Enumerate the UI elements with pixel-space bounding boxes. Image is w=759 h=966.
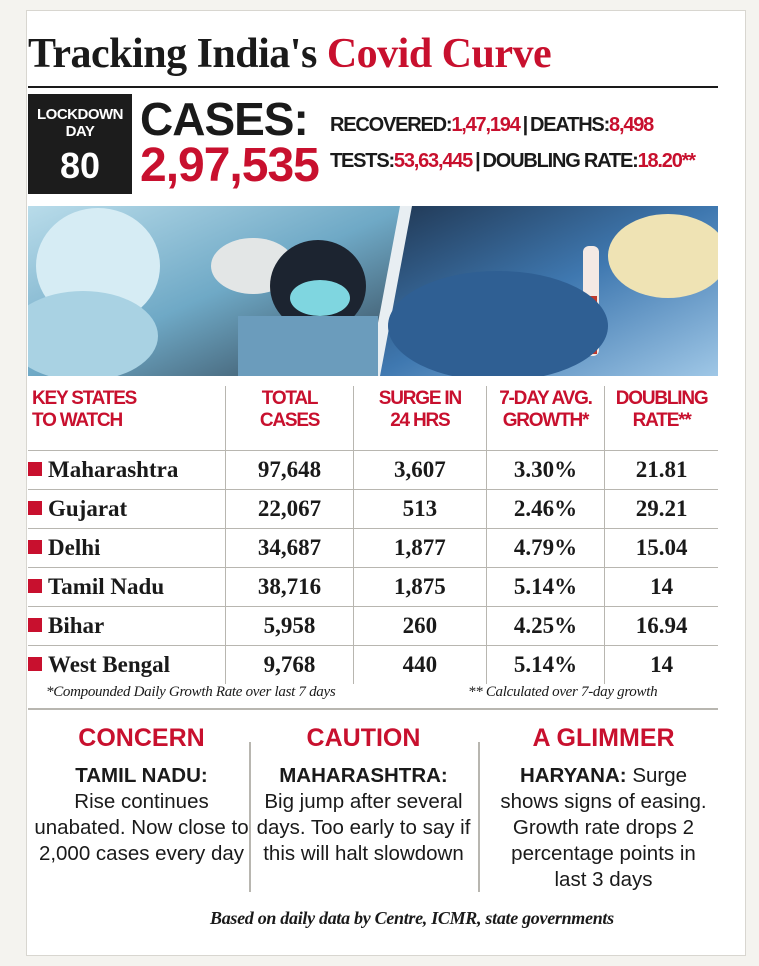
surge-cell: 1,877 xyxy=(353,529,486,568)
header-surge: SURGE IN 24 HRS xyxy=(353,386,486,451)
surge-cell: 440 xyxy=(353,646,486,685)
lockdown-day-number: 80 xyxy=(59,145,101,186)
bullet-square-icon xyxy=(28,501,42,515)
concern-column xyxy=(34,724,249,867)
growth-cell: 4.25% xyxy=(486,607,605,646)
stats-line-2: TESTS:53,63,445 | DOUBLING RATE:18.20** xyxy=(330,150,695,172)
table-row xyxy=(28,646,718,685)
state-name: West Bengal xyxy=(28,646,226,685)
table-row xyxy=(28,568,718,607)
table-row xyxy=(28,529,718,568)
total-cases-cell: 5,958 xyxy=(226,607,354,646)
lockdown-label: LOCKDOWN DAY xyxy=(37,106,123,140)
growth-cell: 3.30% xyxy=(486,451,605,490)
source-note: Based on daily data by Centre, ICMR, state governments xyxy=(210,908,614,928)
total-cases-cell: 97,648 xyxy=(226,451,354,490)
growth-cell: 5.14% xyxy=(486,646,605,685)
tests-value: 53,63,445 xyxy=(393,150,473,172)
bullet-square-icon xyxy=(28,540,42,554)
state-name: Maharashtra xyxy=(28,451,226,490)
header-doubling-rate: DOUBLING RATE** xyxy=(605,386,718,451)
cases-value: 2,97,535 xyxy=(140,139,319,192)
state-name: Tamil Nadu xyxy=(28,568,226,607)
header-key-states: KEY STATES TO WATCH xyxy=(32,388,137,431)
state-name: Bihar xyxy=(28,607,226,646)
doubling-cell: 15.04 xyxy=(605,529,718,568)
table-row xyxy=(28,490,718,529)
surge-cell: 3,607 xyxy=(353,451,486,490)
footnote-doubling: ** Calculated over 7-day growth xyxy=(468,684,658,700)
doubling-cell: 14 xyxy=(605,646,718,685)
title-rule xyxy=(28,86,718,88)
bullet-square-icon xyxy=(28,579,42,593)
bullet-square-icon xyxy=(28,657,42,671)
column-divider xyxy=(249,742,251,892)
lockdown-day-box xyxy=(28,94,132,194)
header-growth: 7-DAY AVG. GROWTH* xyxy=(486,386,605,451)
doubling-cell: 29.21 xyxy=(605,490,718,529)
surge-cell: 260 xyxy=(353,607,486,646)
state-name: Gujarat xyxy=(28,490,226,529)
total-cases-cell: 34,687 xyxy=(226,529,354,568)
header-total-cases: TOTAL CASES xyxy=(226,386,354,451)
table-header-row xyxy=(28,386,718,451)
glimmer-column xyxy=(496,724,711,893)
total-cases-cell: 38,716 xyxy=(226,568,354,607)
footnote-rule xyxy=(28,708,718,710)
concern-heading: CONCERN xyxy=(78,724,205,752)
caution-text: MAHARASHTRA: Big jump after several days. Too early to say if this will halt slowdown xyxy=(256,764,471,865)
surge-cell: 513 xyxy=(353,490,486,529)
cases-label: CASES: xyxy=(140,93,308,145)
surge-cell: 1,875 xyxy=(353,568,486,607)
bullet-square-icon xyxy=(28,462,42,476)
page-title: Tracking India's Covid Curve xyxy=(28,31,552,77)
state-name: Delhi xyxy=(28,529,226,568)
doubling-rate-value: 18.20** xyxy=(637,150,695,172)
growth-cell: 5.14% xyxy=(486,568,605,607)
stats-line-1: RECOVERED:1,47,194 | DEATHS:8,498 xyxy=(330,114,654,136)
column-divider xyxy=(478,742,480,892)
recovered-value: 1,47,194 xyxy=(451,114,520,136)
footnote-growth: *Compounded Daily Growth Rate over last 7 days xyxy=(46,684,336,700)
total-cases-cell: 9,768 xyxy=(226,646,354,685)
growth-cell: 4.79% xyxy=(486,529,605,568)
glimmer-text: HARYANA: Surge shows signs of easing. Growth rate drops 2 percentage points in last 3 days xyxy=(500,764,707,891)
doubling-cell: 21.81 xyxy=(605,451,718,490)
table-row xyxy=(28,451,718,490)
deaths-value: 8,498 xyxy=(609,114,654,136)
bullet-square-icon xyxy=(28,618,42,632)
lab-workers-photo xyxy=(28,206,718,376)
glimmer-heading: A GLIMMER xyxy=(532,724,675,752)
doubling-cell: 14 xyxy=(605,568,718,607)
caution-heading: CAUTION xyxy=(306,724,421,752)
key-states-table xyxy=(28,386,718,684)
caution-column xyxy=(256,724,471,867)
doubling-cell: 16.94 xyxy=(605,607,718,646)
total-cases-cell: 22,067 xyxy=(226,490,354,529)
growth-cell: 2.46% xyxy=(486,490,605,529)
concern-text: TAMIL NADU: Rise continues unabated. Now close to 2,000 cases every day xyxy=(34,764,249,865)
table-row xyxy=(28,607,718,646)
